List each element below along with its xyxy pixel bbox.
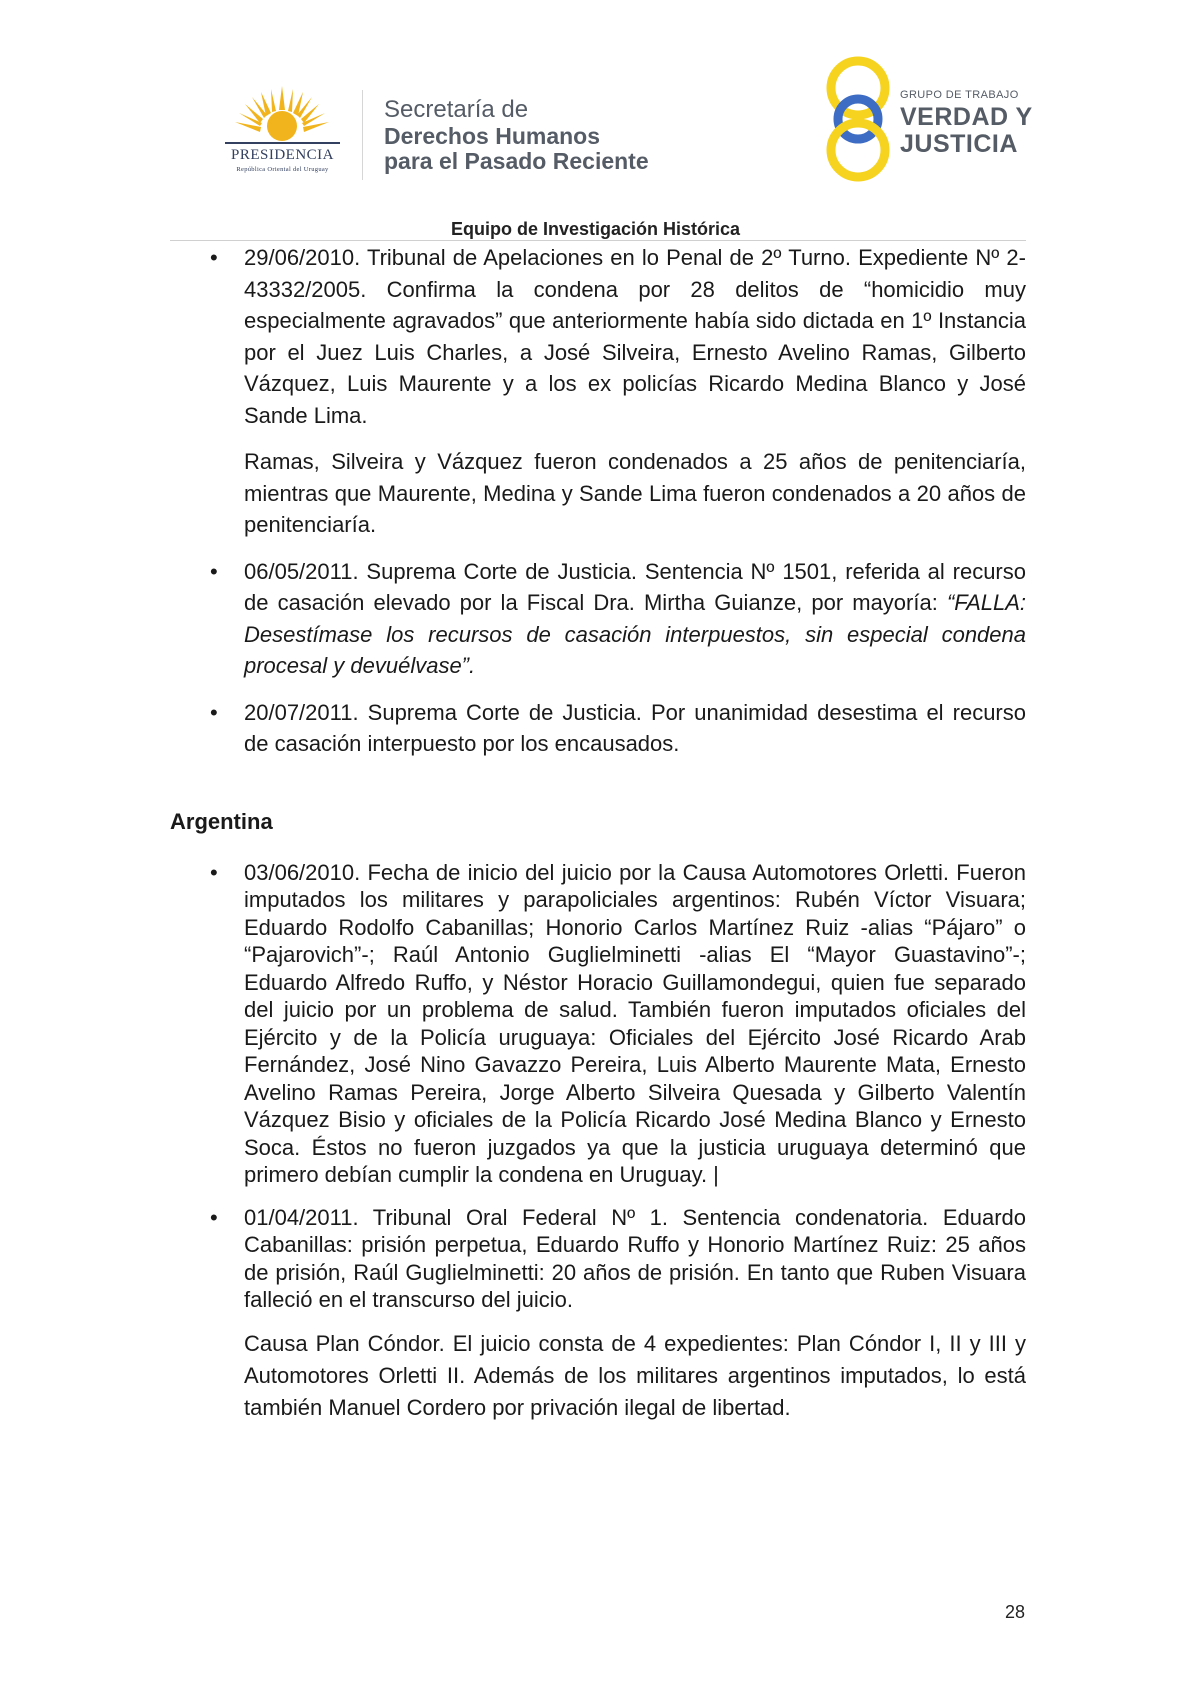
header-divider (362, 90, 363, 180)
item-text: 01/04/2011. Tribunal Oral Federal Nº 1. Sentencia condenatoria. Eduardo Cabanillas: prisión perpetua, Eduardo Ruffo y Honorio Martínez Ruiz: 25 años de prisión, Raúl Guglielminetti: 20 años de prisión. En tanto que Ruben Visuara falleció en el transcurso del juicio. (244, 1204, 1026, 1312)
list-item (170, 1204, 1026, 1314)
grupo-text (900, 90, 1033, 157)
item-text: 03/06/2010. Fecha de inicio del juicio por la Causa Automotores Orletti. Fueron imputados los militares y parapoliciales argentinos: Rubén Víctor Visuara; Eduardo Rodolfo Cabanillas; Honorio Carlos Martínez Ruiz -alias “Pájaro” o “Pajarovich”-; Raúl Antonio Guglielminetti -alias El “Mayor Guastavino”-; Eduardo Alfredo Ruffo, y Néstor Horacio Guillamondegui, quien fue separado del juicio por un problema de salud. También fueron imputados oficiales del Ejército y de la Policía uruguaya: Oficiales del Ejército José Ricardo Arab Fernández, José Nino Gavazzo Pereira, Luis Alberto Maurente Mata, Ernesto Avelino Ramas Pereira, Jorge Alberto Silveira Quesada y Gilberto Valentín Vázquez Bisio y oficiales de la Policía Ricardo José Medina Blanco y Ernesto Soca. Éstos no fueron juzgados ya que la justicia uruguaya determinó que primero debían cumplir la condena en Uruguay. | (244, 859, 1026, 1187)
document-body (170, 242, 1026, 1424)
verdad-justicia-logo (822, 54, 1037, 184)
list-item (170, 556, 1026, 682)
item-followup: Ramas, Silveira y Vázquez fueron condenados a 25 años de penitenciaría, mientras que Maurente, Medina y Sande Lima fueron condenados a 20 años de penitenciaría. (244, 449, 1026, 537)
bullet-icon: • (210, 558, 218, 584)
section-heading: Argentina (170, 808, 273, 834)
item-text: 06/05/2011. Suprema Corte de Justicia. Sentencia Nº 1501, referida al recurso de casación elevado por la Fiscal Dra. Mirtha Guianze, por mayoría: (244, 558, 1026, 615)
presidencia-wordmark: PRESIDENCIA (230, 147, 334, 163)
grupo-line3: JUSTICIA (900, 130, 1018, 158)
secretaria-title (384, 98, 649, 173)
list-item (170, 859, 1026, 1189)
item-text: 20/07/2011. Suprema Corte de Justicia. Por unanimidad desestima el recurso de casación interpuesto por los encausados. (244, 699, 1026, 756)
bullet-icon: • (210, 699, 218, 725)
bullet-icon: • (210, 1204, 218, 1230)
secretaria-line2: Derechos Humanos (384, 123, 601, 149)
bullet-icon: • (210, 859, 218, 885)
presidencia-logo (205, 86, 360, 186)
item-quote: “FALLA: Desestímase los recursos de casación interpuestos, sin especial condena procesal y devuélvase”. (244, 590, 1026, 678)
list-item (170, 697, 1026, 760)
item-followup: Causa Plan Cóndor. El juicio consta de 4 expedientes: Plan Cóndor I, II y III y Automotores Orletti II. Además de los militares argentinos imputados, lo está también Manuel Cordero por privación ilegal de libertad. (244, 1330, 1026, 1420)
list-item (170, 242, 1026, 431)
secretaria-line3: para el Pasado Reciente (384, 148, 649, 174)
rings-icon (822, 54, 894, 184)
grupo-line2: VERDAD Y (900, 103, 1033, 131)
presidencia-subtitle: República Oriental del Uruguay (236, 166, 329, 173)
sun-icon (205, 86, 360, 148)
header-rule (170, 240, 1026, 241)
team-title: Equipo de Investigación Histórica (450, 219, 741, 239)
bullet-icon: • (210, 245, 218, 270)
grupo-line1: GRUPO DE TRABAJO (900, 89, 1019, 101)
page-header (0, 0, 1191, 240)
item-text: 29/06/2010. Tribunal de Apelaciones en lo Penal de 2º Turno. Expediente Nº 2-43332/2005. Confirma la condena por 28 delitos de “homicidio muy especialmente agravados” que anteriormente había sido dictada en 1º Instancia por el Juez Luis Charles, a José Silveira, Ernesto Avelino Ramas, Gilberto Vázquez, Luis Maurente y a los ex policías Ricardo Medina Blanco y José Sande Lima. (244, 245, 1026, 428)
secretaria-line1: Secretaría de (384, 96, 529, 123)
page-number: 28 (1005, 1602, 1026, 1622)
